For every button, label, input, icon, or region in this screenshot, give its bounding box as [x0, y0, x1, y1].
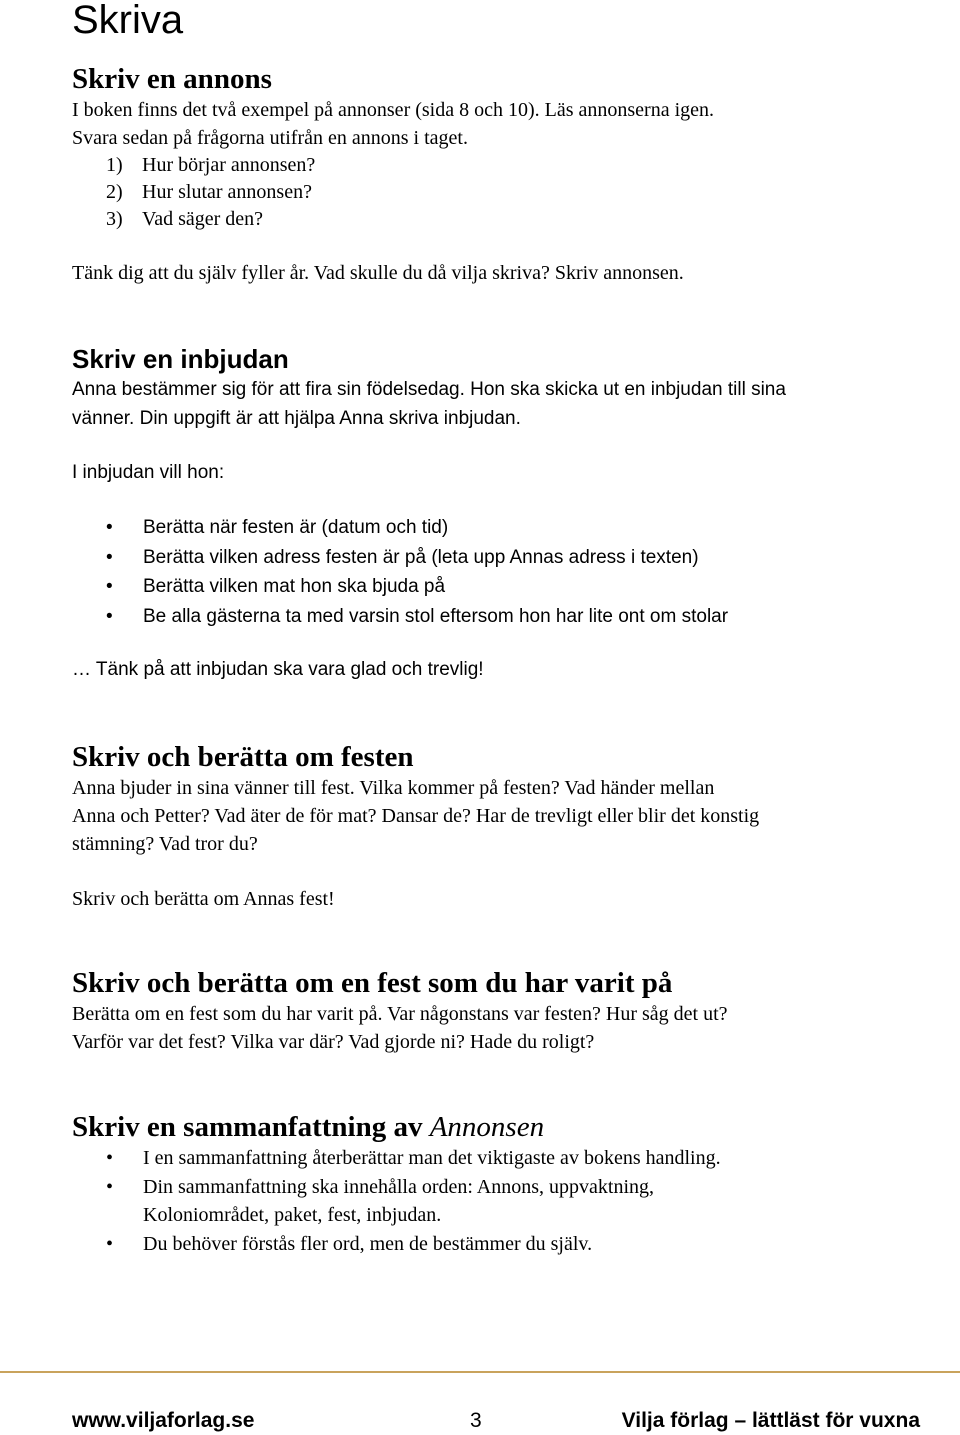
list-item — [72, 543, 912, 573]
footer-publisher: Vilja förlag – lättläst för vuxna — [621, 1409, 920, 1432]
list-item-text: Berätta vilken adress festen är på (leta upp Annas adress i texten) — [143, 546, 699, 568]
footer-website: www.viljaforlag.se — [72, 1409, 255, 1432]
list-item — [72, 1144, 912, 1173]
task-text: Tänk dig att du själv fyller år. Vad skulle du då vilja skriva? Skriv annonsen. — [72, 262, 684, 284]
section-heading: Skriv och berätta om festen — [72, 741, 414, 773]
list-item — [72, 1230, 912, 1259]
section-heading: Skriv och berätta om en fest som du har varit på — [72, 967, 673, 999]
spacer — [72, 487, 912, 513]
list-item-text: Vad säger den? — [142, 208, 264, 230]
spacer — [72, 858, 912, 885]
bullet-icon: • — [106, 576, 113, 597]
section-egen-fest — [72, 966, 912, 1056]
list-item — [106, 206, 912, 233]
heading-text: Skriv en sammanfattning av — [72, 1111, 430, 1143]
list-item-text: Koloniområdet, paket, fest, inbjudan. — [143, 1204, 442, 1226]
page-number: 3 — [470, 1409, 482, 1432]
list-item-text: Be alla gästerna ta med varsin stol eftersom hon har lite ont om stolar — [143, 605, 729, 627]
list-item — [72, 572, 912, 602]
section-sammanfattning — [72, 1110, 912, 1258]
list-number: 3) — [106, 208, 123, 230]
list-item-text: Berätta när festen är (datum och tid) — [143, 517, 449, 538]
bullet-icon: • — [106, 1175, 114, 1198]
list-number: 2) — [106, 181, 123, 203]
section-festen — [72, 740, 912, 913]
page-title: Skriva — [72, 0, 184, 42]
bullet-icon: • — [106, 1232, 114, 1255]
paragraph-line: Anna bjuder in sina vänner till fest. Vilka kommer på festen? Vad händer mellan — [72, 777, 715, 799]
footer-rule — [0, 1371, 960, 1373]
list-item — [106, 179, 912, 206]
spacer — [72, 631, 912, 655]
list-item-text: Du behöver förstås fler ord, men de bestämmer du själv. — [143, 1232, 593, 1255]
list-item — [72, 602, 912, 632]
paragraph-line: Berätta om en fest som du har varit på. Var någonstans var festen? Hur såg det ut? — [72, 1003, 728, 1025]
bullet-icon: • — [106, 605, 113, 627]
closing-text: … Tänk på att inbjudan ska vara glad och trevlig! — [72, 659, 484, 680]
bullet-icon: • — [106, 1147, 114, 1169]
list-item-text: Hur börjar annonsen? — [142, 154, 316, 176]
section-heading: Skriv en inbjudan — [72, 344, 289, 374]
spacer — [72, 233, 912, 259]
section-heading: Skriv en annons — [72, 63, 272, 95]
spacer — [72, 433, 912, 458]
section-inbjudan — [72, 343, 912, 684]
paragraph-line: Svara sedan på frågorna utifrån en annons i taget. — [72, 127, 468, 149]
lead-text: I inbjudan vill hon: — [72, 462, 225, 483]
list-item-text: I en sammanfattning återberättar man det viktigaste av bokens handling. — [143, 1147, 721, 1169]
paragraph-line: vänner. Din uppgift är att hjälpa Anna skriva inbjudan. — [72, 408, 521, 429]
paragraph-line: Varför var det fest? Vilka var där? Vad gjorde ni? Hade du roligt? — [72, 1031, 595, 1053]
paragraph-line: Anna bestämmer sig för att fira sin födelsedag. Hon ska skicka ut en inbjudan till sina — [72, 379, 786, 400]
section-annons — [72, 62, 912, 287]
list-item-text: Hur slutar annonsen? — [142, 181, 312, 203]
paragraph-line: stämning? Vad tror du? — [72, 833, 258, 855]
list-item-text: Berätta vilken mat hon ska bjuda på — [143, 576, 446, 597]
bullet-icon: • — [106, 546, 113, 568]
list-number: 1) — [106, 154, 123, 176]
list-item-text: Din sammanfattning ska innehålla orden: Annons, uppvaktning, — [143, 1175, 655, 1198]
bullet-list — [72, 513, 912, 631]
paragraph-line: Anna och Petter? Vad äter de för mat? Dansar de? Har de trevligt eller blir det konstig — [72, 805, 760, 827]
section-heading — [72, 1110, 912, 1144]
list-item — [106, 152, 912, 179]
book-title: Annonsen — [429, 1111, 545, 1143]
task-text: Skriv och berätta om Annas fest! — [72, 888, 335, 910]
bullet-icon: • — [106, 517, 113, 538]
bullet-list — [72, 1144, 912, 1258]
question-list — [72, 152, 912, 233]
list-item — [72, 1173, 912, 1230]
list-item — [72, 513, 912, 543]
paragraph-line: I boken finns det två exempel på annonser (sida 8 och 10). Läs annonserna igen. — [72, 99, 715, 121]
